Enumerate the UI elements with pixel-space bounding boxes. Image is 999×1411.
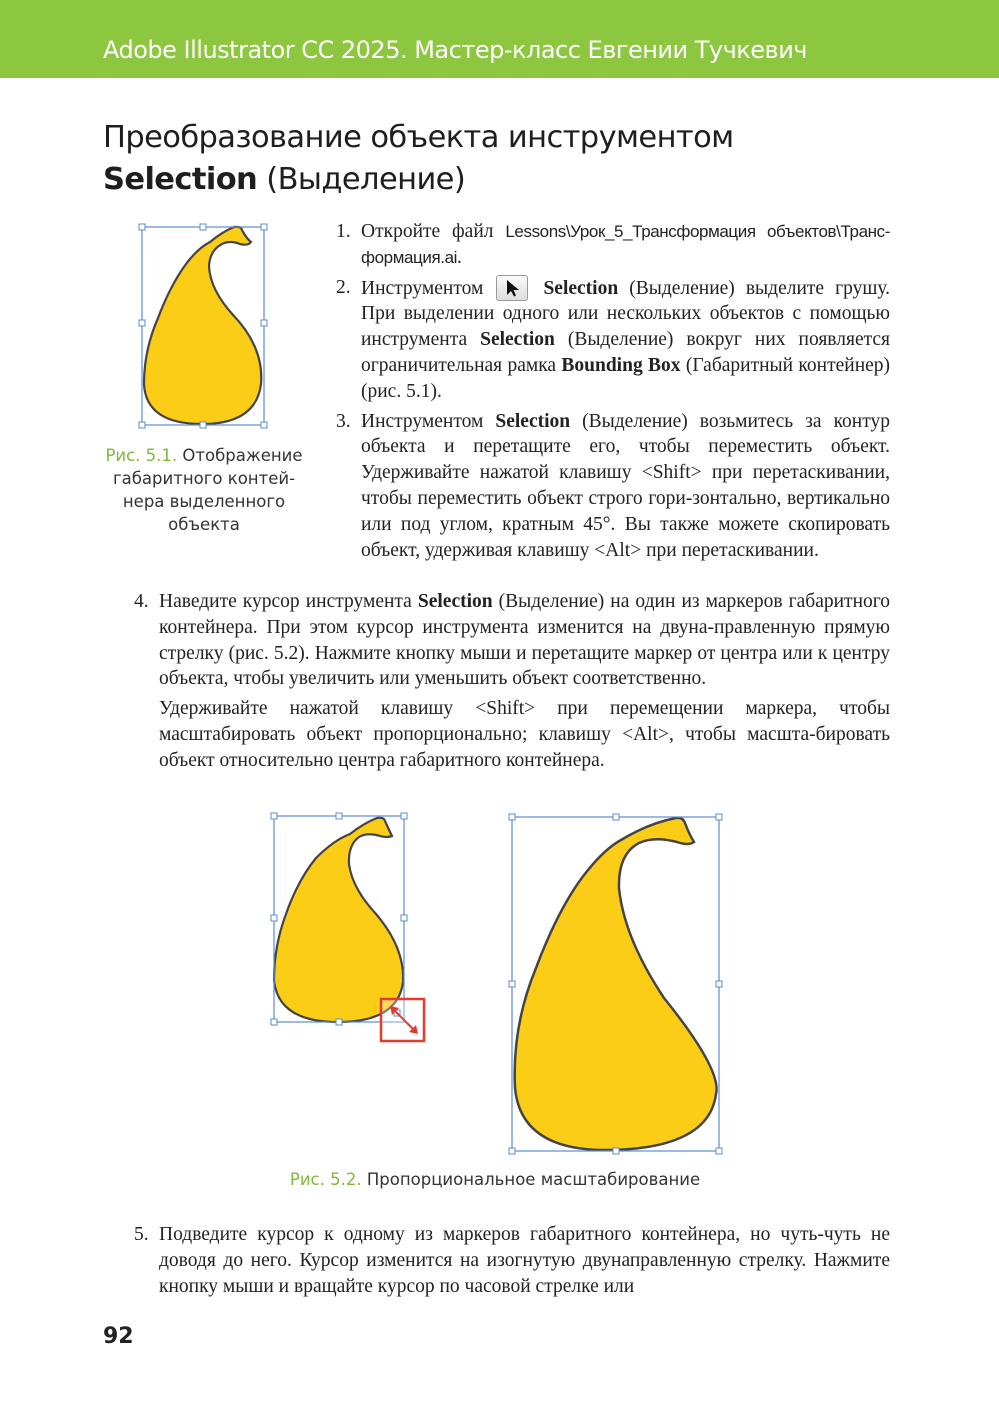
steps-lower bbox=[134, 1222, 890, 1303]
step-2 bbox=[336, 275, 890, 405]
step-4-bold: Selection bbox=[417, 591, 493, 612]
title-plain: Преобразование объекта инструментом bbox=[103, 120, 734, 155]
pear-illustration-large bbox=[515, 818, 717, 1150]
step-2-text-b: (Выделение) выделите грушу. При выделении одного или нескольких объектов с помощью инструмента bbox=[361, 277, 891, 351]
step-4-text-c: Удерживайте нажатой клавишу <Shift> при перемещении маркера, чтобы масштабировать объект пропорционально; клавишу <Alt>, чтобы масшта-бировать объект относительно центра габаритного контейнера. bbox=[159, 698, 890, 771]
step-5-text: Подведите курсор к одному из маркеров габаритного контейнера, но чуть-чуть не доводя до него. Курсор изменится на изогнутую двунаправленную стрелку. Нажмите кнопку мыши и вращайте курсор по часовой стрелке или bbox=[159, 1224, 890, 1297]
step-2-bold-b: Selection bbox=[480, 329, 555, 351]
step-5 bbox=[134, 1222, 890, 1299]
step-4-number: 4. bbox=[134, 591, 149, 612]
figure-5-2-text: Пропорциональное масштабирование bbox=[366, 1170, 701, 1189]
selection-tool-icon bbox=[496, 275, 528, 301]
step-3 bbox=[336, 409, 890, 564]
figure-5-1-caption bbox=[102, 444, 306, 536]
step-5-number: 5. bbox=[134, 1224, 149, 1245]
step-1-file-path: Lessons\Урок_5_Трансформация объектов\Транс-формация.ai bbox=[361, 222, 890, 267]
pear-illustration-small bbox=[274, 818, 403, 1022]
step-1-text: Откройте файл bbox=[361, 221, 494, 242]
step-4-paragraph-2 bbox=[134, 696, 890, 773]
step-3-number: 3. bbox=[336, 410, 351, 432]
step-3-text-b: (Выделение) возьмитесь за контур объекта и перетащите его, чтобы переместить объект. Удерживайте нажатой клавишу <Shift> при перетаскивании, чтобы переместить объект строго гори-зонтально, вертикально или под углом, кратным 45°. Вы также можете скопировать объект, удерживая клавишу <Alt> при перетаскивании. bbox=[361, 410, 891, 561]
steps-middle bbox=[134, 589, 890, 778]
step-2-bold-a: Selection bbox=[543, 277, 619, 299]
figure-5-2-label: Рис. 5.2. bbox=[289, 1170, 362, 1189]
title-bold: Selection bbox=[103, 162, 258, 197]
resize-cursor-highlight bbox=[381, 999, 424, 1041]
pear-illustration-1 bbox=[144, 227, 261, 424]
title-tail: (Выделение) bbox=[266, 162, 466, 197]
step-2-text-a: Инструментом bbox=[361, 277, 484, 299]
step-4-text-b: (Выделение) на один из маркеров габаритного контейнера. При этом курсор инструмента изменится на двуна-правленную прямую стрелку (рис. 5.2). Нажмите кнопку мыши и перетащите маркер от центра или к центру объекта, чтобы увеличить или уменьшить объект соответственно. bbox=[159, 591, 891, 690]
figure-5-1-label: Рис. 5.1. bbox=[105, 446, 178, 465]
step-3-bold: Selection bbox=[495, 410, 571, 432]
step-4 bbox=[134, 589, 890, 692]
step-2-text-d: (Габаритный контейнер) (рис. 5.1). bbox=[361, 354, 891, 402]
step-4-text-a: Наведите курсор инструмента bbox=[159, 591, 412, 612]
step-2-number: 2. bbox=[336, 276, 351, 298]
page-number: 92 bbox=[103, 1324, 134, 1349]
figure-5-1 bbox=[130, 218, 280, 436]
step-1-end: . bbox=[457, 246, 462, 268]
figure-5-1-text: Отображение габаритного контей-нера выделенного объекта bbox=[112, 446, 303, 534]
step-3-text-a: Инструментом bbox=[361, 410, 484, 432]
header-title: Adobe Illustrator CC 2025. Мастер-класс Евгении Тучкевич bbox=[103, 36, 807, 64]
steps-upper bbox=[336, 219, 890, 567]
step-2-bold-c: Bounding Box bbox=[561, 354, 681, 376]
header-bar bbox=[0, 0, 999, 78]
section-title bbox=[103, 117, 923, 201]
figure-5-2 bbox=[264, 808, 734, 1160]
figure-5-2-caption bbox=[200, 1168, 790, 1191]
step-2-text-c: (Выделение) вокруг них появляется ограничительная рамка bbox=[361, 329, 890, 376]
step-1 bbox=[336, 219, 890, 271]
step-1-number: 1. bbox=[336, 221, 351, 242]
